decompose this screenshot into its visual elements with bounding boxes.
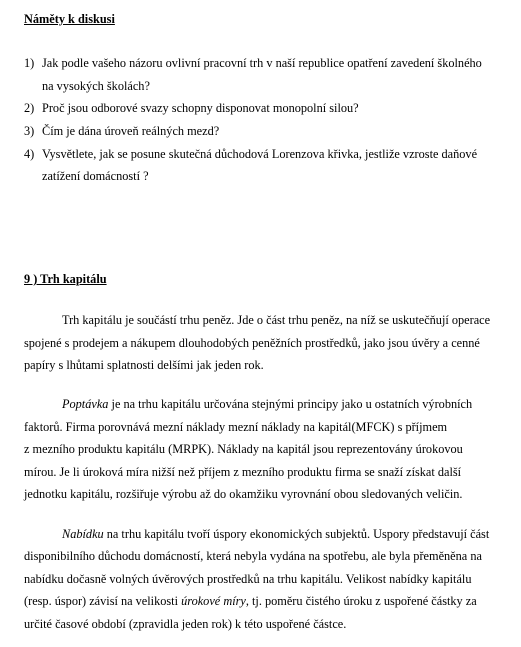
term-nabidka: Nabídku xyxy=(62,527,104,541)
list-item-line: na vysokých školách? xyxy=(42,79,150,93)
list-item-line: zatížení domácností ? xyxy=(42,169,149,183)
paragraph-line: nabídku dočasně volných úvěrových prostředků na trhu kapitálu. Velikost nabídky kapitálu xyxy=(24,572,472,586)
paragraph-line: jednotku kapitálu, rozšiřuje výrobu až do okamžiku vyrovnání obou sledovaných veličin. xyxy=(24,487,463,501)
paragraph-line: z mezního produktu kapitálu (MRPK). Náklady na kapitál jsou reprezentovány úrokovou xyxy=(24,442,463,456)
term-urokova-mira: úrokové míry xyxy=(181,594,246,608)
paragraph-text: , tj. poměru čistého úroku z uspořené částky za xyxy=(245,594,477,608)
paragraph-line: faktorů. Firma porovnává mezní náklady mezní náklady na kapitál(MFCK) s příjmem xyxy=(24,420,448,434)
list-item-number: 4) xyxy=(24,147,35,161)
list-item-number: 3) xyxy=(24,124,35,138)
paragraph-line xyxy=(62,527,489,542)
paragraph-line: Trh kapitálu je součástí trhu peněz. Jde o část trhu peněz, na níž se uskutečňují operace xyxy=(62,313,491,327)
paragraph-line: mírou. Je li úroková míra nižší než příjem z mezního produktu firma se snaží získat další xyxy=(24,465,462,479)
paragraph-text: je na trhu kapitálu určována stejnými principy jako u ostatních výrobních xyxy=(108,397,473,411)
list-item-line: Jak podle vašeho názoru ovlivní pracovní trh v naší republice opatření zavedení školného xyxy=(42,56,482,70)
paragraph-line xyxy=(62,397,472,412)
paragraph-line: spojené s prodejem a nákupem dlouhodobých peněžních prostředků, jako jsou úvěry a cenné xyxy=(24,336,480,350)
paragraph-line: papíry s lhůtami splatnosti delšími jak jeden rok. xyxy=(24,358,264,372)
paragraph-line: disponibilního důchodu domácností, která nebyla vydána na spotřebu, ale byla přeměněna na xyxy=(24,549,482,563)
term-poptavka: Poptávka xyxy=(62,397,109,411)
list-item-number: 2) xyxy=(24,101,35,115)
paragraph-text: na trhu kapitálu tvoří úspory ekonomických subjektů. Uspory představují část xyxy=(103,527,490,541)
list-item-line: Vysvětlete, jak se posune skutečná důchodová Lorenzova křivka, jestliže vzroste daňové xyxy=(42,147,478,161)
section-heading: 9 ) Trh kapitálu xyxy=(24,272,107,286)
paragraph-text: (resp. úspor) závisí na velikosti xyxy=(24,594,182,608)
list-item-line: Čím je dána úroveň reálných mezd? xyxy=(42,124,220,138)
discussion-heading: Náměty k diskusi xyxy=(24,12,115,26)
list-item-line: Proč jsou odborové svazy schopny disponovat monopolní silou? xyxy=(42,101,359,115)
paragraph-line xyxy=(24,594,477,609)
list-item-number: 1) xyxy=(24,56,35,70)
paragraph-line: určité časové období (zpravidla jeden rok) k této uspořené částce. xyxy=(24,617,347,631)
